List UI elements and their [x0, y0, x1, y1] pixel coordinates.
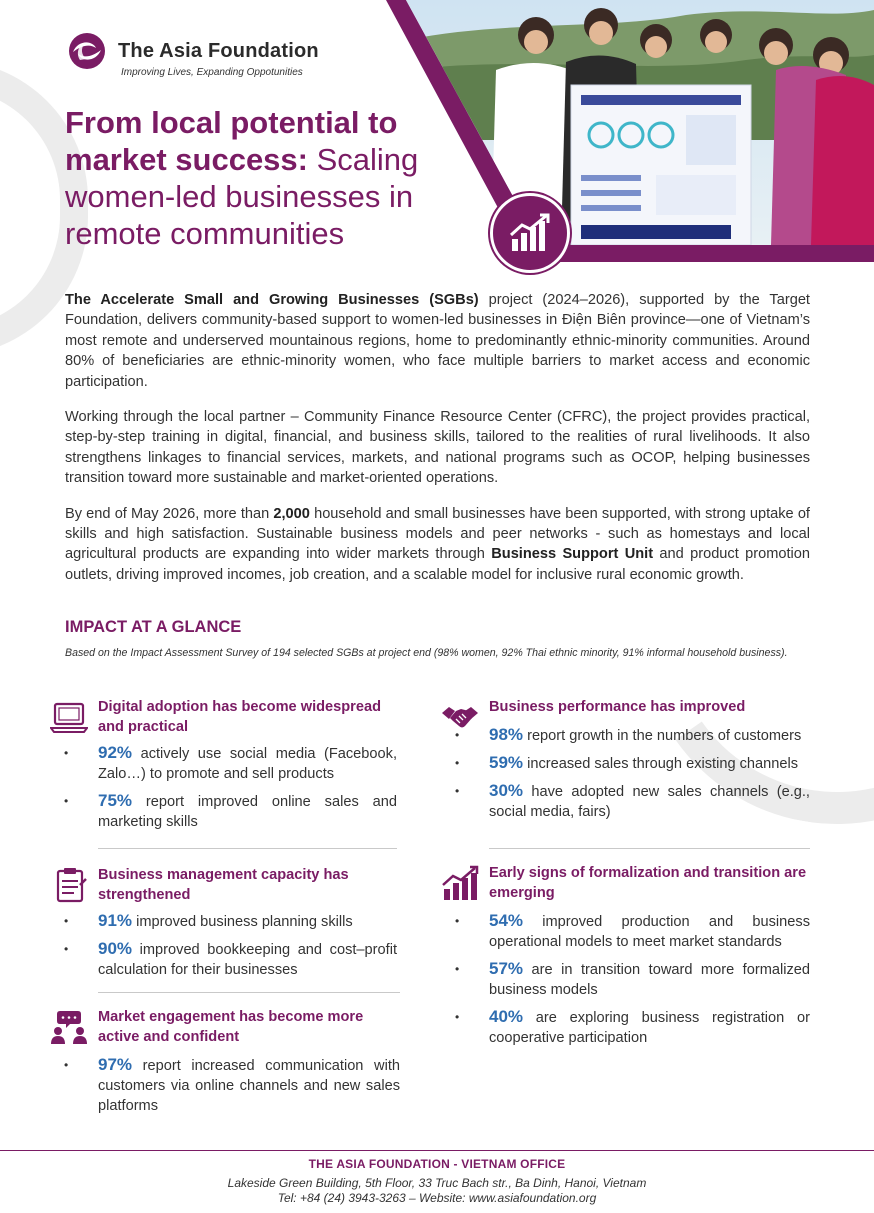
intro-p1-text: project (2024–2026), supported by the Target Foundation, delivers community-based support to women-led businesses in Điện Biên province—one of Vietnam’s most remote and underserved mountainous regions, home to predominantly ethnic-minority communities. Around 80% of beneficiaries are ethnic-minority women, who face multiple barriers to market access and economic participation. [65, 292, 810, 390]
intro-text [65, 290, 810, 600]
list-item [50, 1055, 400, 1116]
divider [98, 848, 397, 849]
hero-photo-illustration [386, 0, 874, 262]
stat-value: 54% [489, 911, 524, 930]
intro-p3-count: 2,000 [273, 505, 310, 522]
stat-text: actively use social media (Facebook, Zalo…) to promote and sell products [98, 746, 397, 782]
title-strong: From local potential to market success: [65, 105, 398, 177]
stat-text: improved business planning skills [132, 914, 353, 930]
stat-value: 57% [489, 959, 524, 978]
stat-text: have adopted new sales channels (e.g., social media, fairs) [489, 784, 810, 820]
intro-p3-unit: Business Support Unit [491, 546, 654, 563]
stat-text: report growth in the numbers of customers [523, 728, 802, 744]
stat-value: 90% [98, 939, 133, 958]
stat-value: 92% [98, 743, 133, 762]
project-name: The Accelerate Small and Growing Businesses (SGBs) [65, 292, 479, 308]
list-item [50, 743, 397, 784]
list-item [441, 959, 810, 1000]
stat-text: report improved online sales and marketing skills [98, 794, 397, 830]
list-item [441, 753, 810, 774]
footer-address: Lakeside Green Building, 5th Floor, 33 Truc Bach str., Ba Dinh, Hanoi, Vietnam [227, 1176, 647, 1190]
intro-paragraph-3 [65, 504, 810, 586]
list-item [441, 725, 810, 746]
list-item [50, 791, 397, 832]
block-list [441, 725, 810, 829]
stat-text: increased sales through existing channels [523, 756, 799, 772]
block-heading: Business management capacity has strengthened [98, 867, 349, 903]
stat-text: are exploring business registration or cooperative participation [489, 1010, 810, 1046]
title-rest: Scaling women-led businesses in remote communities [65, 142, 419, 251]
foundation-logo-icon [68, 32, 106, 70]
block-list [50, 911, 397, 987]
list-item [441, 911, 810, 952]
stat-value: 97% [98, 1055, 133, 1074]
brand-name: The Asia Foundation [118, 40, 319, 62]
block-list [50, 743, 397, 839]
stat-value: 30% [489, 781, 524, 800]
page-title [65, 104, 425, 252]
stat-text: are in transition toward more formalized business models [489, 962, 810, 998]
chat-people-icon [50, 1009, 88, 1045]
stat-text: improved production and business operational models to meet market standards [489, 914, 810, 950]
stat-value: 40% [489, 1007, 524, 1026]
brand-tagline: Improving Lives, Expanding Oppotunities [121, 67, 303, 78]
stat-value: 59% [489, 753, 524, 772]
block-heading: Market engagement has become more active and confident [98, 1009, 364, 1045]
list-item [50, 939, 397, 980]
block-list [441, 911, 810, 1055]
impact-title: IMPACT AT A GLANCE [65, 618, 242, 636]
intro-paragraph-1 [65, 290, 810, 392]
block-list [50, 1055, 400, 1123]
growth-chart-icon [508, 213, 552, 253]
divider [98, 992, 400, 993]
growth-chart-icon [441, 865, 479, 901]
block-heading: Digital adoption has become widespread and practical [98, 699, 382, 735]
stat-text: report increased communication with customers via online channels and new sales platforms [98, 1058, 400, 1114]
clipboard-icon [50, 867, 88, 903]
intro-p3-a: By end of May 2026, more than [65, 505, 274, 522]
hero-photo [386, 0, 874, 262]
intro-p3-c: household and small businesses have been supported, with strong uptake of skills and high satisfaction. Sustainable business models and peer networks - such as homestays and local agricultural products are expanding into wider markets through [65, 505, 810, 563]
block-heading: Business performance has improved [489, 699, 746, 715]
laptop-icon [50, 699, 88, 735]
stat-value: 98% [489, 725, 524, 744]
list-item [441, 781, 810, 822]
footer-divider [0, 1150, 874, 1151]
growth-chart-badge [490, 193, 570, 273]
stat-value: 75% [98, 791, 133, 810]
stat-value: 91% [98, 911, 133, 930]
intro-paragraph-2: Working through the local partner – Community Finance Resource Center (CFRC), the project provides practical, step-by-step training in digital, financial, and business skills, tailored to the realities of rural livelihoods. It also strengthens linkages to financial services, markets, and national programs such as OCOP, helping businesses transition toward more sustainable and market-oriented operations. [65, 409, 810, 487]
footer-title: THE ASIA FOUNDATION - VIETNAM OFFICE [308, 1157, 566, 1171]
block-heading: Early signs of formalization and transition are emerging [489, 865, 807, 901]
impact-note: Based on the Impact Assessment Survey of 194 selected SGBs at project end (98% women, 92% Thai ethnic minority, 91% informal household business). [65, 647, 788, 659]
intro-p3-e: and product promotion outlets, driving improved incomes, job creation, and a scalable model for inclusive rural economic growth. [65, 546, 811, 583]
divider [489, 848, 810, 849]
footer-contact: Tel: +84 (24) 3943-3263 – Website: www.asiafoundation.org [277, 1191, 597, 1205]
list-item [441, 1007, 810, 1048]
stat-text: improved bookkeeping and cost–profit calculation for their businesses [98, 942, 397, 978]
list-item [50, 911, 397, 932]
